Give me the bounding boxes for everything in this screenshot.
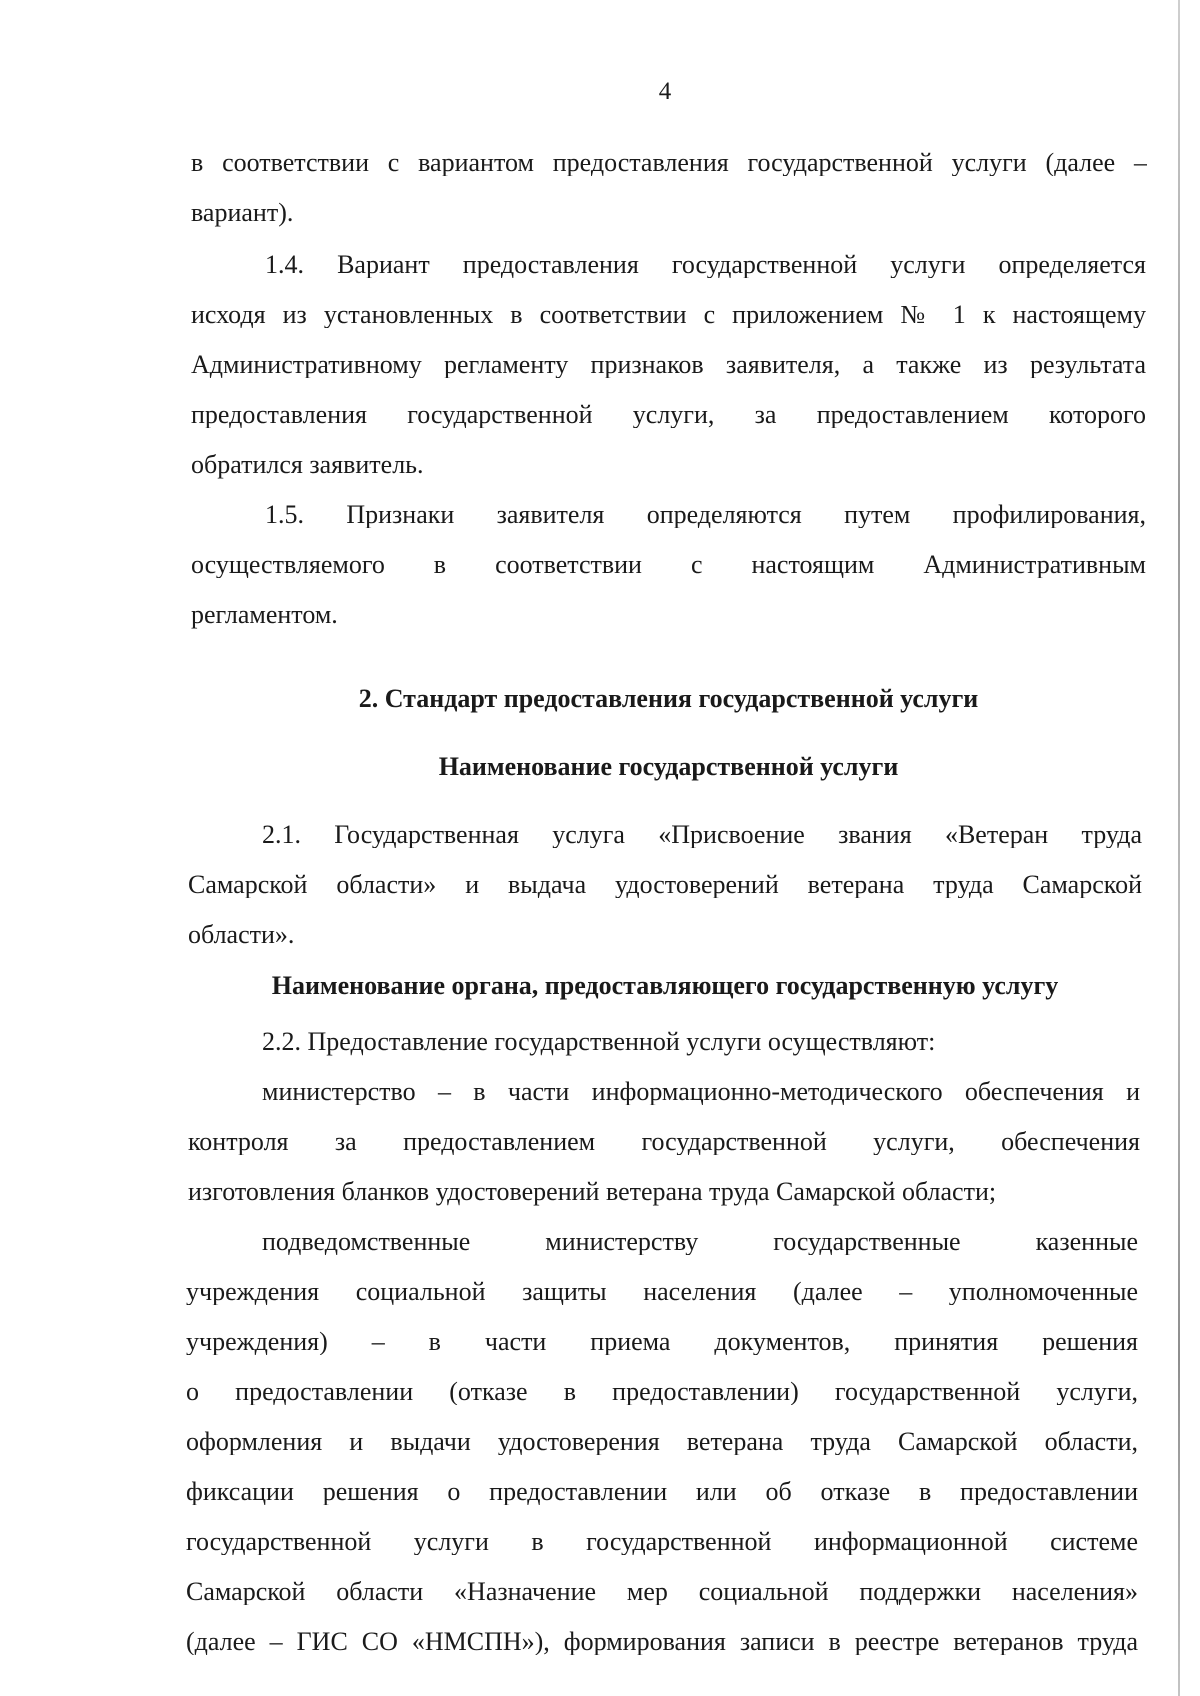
body-line: государственной услуги в государственной информационной системе bbox=[186, 1529, 1138, 1555]
paragraph-first-line: 2.1. Государственная услуга «Присвоение звания «Ветеран труда bbox=[262, 822, 1142, 848]
body-line: о предоставлении (отказе в предоставлении) государственной услуги, bbox=[186, 1379, 1138, 1405]
body-line: изготовления бланков удостоверений ветерана труда Самарской области; bbox=[188, 1177, 997, 1206]
body-line: фиксации решения о предоставлении или об отказе в предоставлении bbox=[186, 1479, 1138, 1505]
body-line: контроля за предоставлением государственной услуги, обеспечения bbox=[188, 1129, 1140, 1155]
paragraph-first-line: 1.5. Признаки заявителя определяются путем профилирования, bbox=[265, 502, 1146, 528]
body-line: учреждения) – в части приема документов, принятия решения bbox=[186, 1329, 1138, 1355]
body-line: предоставления государственной услуги, за предоставлением которого bbox=[191, 402, 1146, 428]
paragraph-first-line: 1.4. Вариант предоставления государственной услуги определяется bbox=[265, 252, 1146, 278]
body-line: осуществляемого в соответствии с настоящим Административным bbox=[191, 552, 1146, 578]
body-line: (далее – ГИС СО «НМСПН»), формирования записи в реестре ветеранов труда bbox=[186, 1629, 1138, 1655]
subsection-heading: Наименование органа, предоставляющего государственную услугу bbox=[271, 971, 1059, 1000]
body-line: регламентом. bbox=[191, 600, 338, 629]
body-line: в соответствии с вариантом предоставления государственной услуги (далее – bbox=[191, 150, 1147, 176]
body-line: Административному регламенту признаков заявителя, а также из результата bbox=[191, 352, 1146, 378]
body-line: исходя из установленных в соответствии с приложением № 1 к настоящему bbox=[191, 302, 1146, 328]
paragraph-first-line: 2.2. Предоставление государственной услуги осуществляют: bbox=[262, 1027, 936, 1056]
body-line: Самарской области» и выдача удостоверений ветерана труда Самарской bbox=[188, 872, 1142, 898]
body-line: вариант). bbox=[191, 198, 294, 227]
scan-edge-line bbox=[1178, 0, 1180, 1696]
paragraph-first-line: подведомственные министерству государственные казенные bbox=[262, 1229, 1138, 1255]
paragraph-first-line: министерство – в части информационно-методического обеспечения и bbox=[262, 1079, 1140, 1105]
body-line: обратился заявитель. bbox=[191, 450, 424, 479]
subsection-heading: Наименование государственной услуги bbox=[438, 752, 899, 781]
body-line: области». bbox=[188, 920, 295, 949]
body-line: оформления и выдачи удостоверения ветерана труда Самарской области, bbox=[186, 1429, 1138, 1455]
body-line: Самарской области «Назначение мер социальной поддержки населения» bbox=[186, 1579, 1138, 1605]
body-line: учреждения социальной защиты населения (далее – уполномоченные bbox=[186, 1279, 1138, 1305]
page-number: 4 bbox=[658, 78, 672, 105]
section-heading: 2. Стандарт предоставления государственной услуги bbox=[358, 684, 979, 713]
